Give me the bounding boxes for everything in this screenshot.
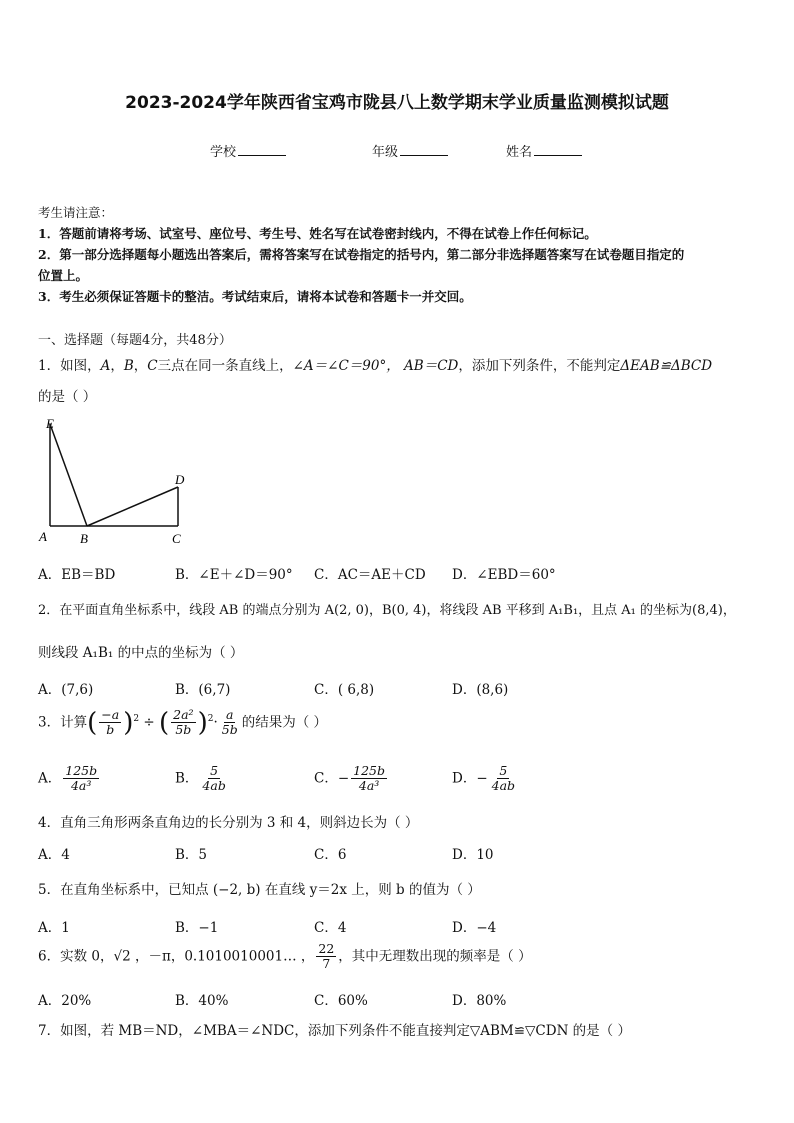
- q6-option-d: D．80%: [452, 993, 507, 1009]
- q3-exponent: 2: [133, 713, 140, 724]
- q2-stem: 2．在平面直角坐标系中，线段 AB 的端点分别为 A(2, 0)，B(0, 4)，将线段 AB 平移到 A₁B₁，且点 A₁ 的坐标为(8,4)，: [38, 603, 736, 618]
- name-label: 姓名: [506, 145, 533, 160]
- notice-item-2: 2．第一部分选择题每小题选出答案后，需将答案写在试卷指定的括号内，第二部分非选择题答案写在试卷题目指定的: [38, 247, 685, 262]
- q1-figure: [36, 412, 196, 547]
- q1-sep: ，: [133, 358, 148, 374]
- school-field: [210, 141, 286, 160]
- q3-option-d: D．− $\frac{5}{4ab}$: [452, 763, 516, 794]
- q1-text: 1．如图，: [38, 358, 101, 374]
- q1-stem-cont: 的是（ ）: [38, 389, 97, 405]
- q3-option-b: B． $\frac{5}{4ab}$: [175, 763, 226, 794]
- q2-option-a: A．(7,6): [38, 682, 94, 698]
- notice-heading: 考生请注意：: [38, 205, 114, 220]
- q1-text: ，添加下列条件，不能判定: [458, 358, 621, 374]
- q1-condition: ∠A＝∠C＝90°， AB＝CD: [292, 358, 459, 374]
- name-field: [506, 141, 582, 160]
- q6-stem: [38, 942, 532, 972]
- q6-option-b: B．40%: [175, 993, 229, 1009]
- q4-option-a: A．4: [38, 847, 70, 863]
- q6-stem-b: ，其中无理数出现的频率是（ ）: [338, 948, 532, 965]
- section-heading: 一、选择题（每题4分，共48分）: [38, 333, 232, 348]
- q6-option-c: C．60%: [314, 993, 368, 1009]
- segment-bd: [87, 487, 178, 526]
- notice-item-2-cont: 位置上。: [38, 268, 89, 283]
- q3-suffix: 的结果为（ ）: [241, 714, 328, 731]
- q2-option-c: C．( 6,8): [314, 682, 375, 698]
- q5-option-a: A．1: [38, 920, 70, 936]
- q2-stem-cont: 则线段 A₁B₁ 的中点的坐标为（ ）: [38, 645, 244, 661]
- q5-option-d: D．−4: [452, 920, 497, 936]
- q5-option-b: B．−1: [175, 920, 219, 936]
- q1-option-c: C．AC＝AE＋CD: [314, 567, 426, 583]
- q1-var-b: B: [123, 358, 134, 374]
- name-blank: [534, 143, 582, 156]
- school-label: 学校: [210, 145, 237, 160]
- q3-prefix: 3．计算: [38, 714, 88, 731]
- q1-text: 三点在同一条直线上，: [157, 358, 293, 374]
- q4-stem: 4．直角三角形两条直角边的长分别为 3 和 4，则斜边长为（ ）: [38, 815, 419, 831]
- q1-congruence: ΔEAB≌ΔBCD: [620, 358, 713, 374]
- label-e: E: [46, 416, 54, 431]
- q1-option-b: B．∠E＋∠D＝90°: [175, 567, 293, 583]
- label-a: A: [39, 529, 47, 544]
- q5-option-c: C．4: [314, 920, 347, 936]
- q3-stem: 3．计算( $\frac{-a}{b}$ )$^2$ ÷ ( $\frac{\text{2a²}}{5b}$ )$^2$· $\frac{a}{5b}$ 的结果为（ ）: [38, 707, 328, 738]
- q3-fraction-3: $\frac{a}{5b}$: [221, 707, 238, 738]
- q3-option-a: A． $\frac{125b}{\text{4a³}}$: [38, 763, 98, 794]
- q5-stem: 5．在直角坐标系中，已知点 (−2, b) 在直线 y＝2x 上，则 b 的值为（ ）: [38, 882, 481, 898]
- q1-stem: [38, 354, 712, 374]
- q3-fraction-2: $\frac{\text{2a²}}{5b}$: [173, 707, 194, 738]
- label-b: B: [80, 531, 88, 546]
- q1-var-c: C: [147, 358, 158, 374]
- notice-item-3: 3．考生必须保证答题卡的整洁。考试结束后，请将本试卷和答题卡一并交回。: [38, 289, 472, 304]
- q3-divide: ÷: [143, 714, 155, 731]
- q3-exponent: 2: [207, 713, 214, 724]
- grade-field: [372, 141, 448, 160]
- q4-option-d: D．10: [452, 847, 494, 863]
- page-title: 2023-2024学年陕西省宝鸡市陇县八上数学期末学业质量监测模拟试题: [125, 93, 669, 113]
- q3-option-c: C．− $\frac{125b}{\text{4a³}}$: [314, 763, 386, 794]
- notice-item-1: 1．答题前请将考场、试室号、座位号、考生号、姓名写在试卷密封线内，不得在试卷上作任何标记。: [38, 226, 597, 241]
- q1-sep: ，: [110, 358, 124, 374]
- q1-option-a: A．EB＝BD: [38, 567, 116, 583]
- grade-label: 年级: [372, 145, 399, 160]
- q1-var-a: A: [100, 358, 111, 374]
- segment-eb: [50, 424, 87, 526]
- q4-option-b: B．5: [175, 847, 208, 863]
- q2-option-b: B．(6,7): [175, 682, 231, 698]
- q7-stem: 7．如图，若 MB＝ND，∠MBA＝∠NDC，添加下列条件不能直接判定▽ABM≌▽CDN 的是（ ）: [38, 1023, 631, 1039]
- label-c: C: [172, 531, 181, 546]
- q6-fraction: $\frac{22}{7}$: [318, 941, 335, 972]
- grade-blank: [400, 143, 448, 156]
- q3-dot: ·: [213, 714, 218, 731]
- q6-option-a: A．20%: [38, 993, 92, 1009]
- q2-option-d: D．(8,6): [452, 682, 509, 698]
- q3-fraction-1: $\frac{-a}{b}$: [101, 707, 120, 738]
- label-d: D: [175, 472, 185, 487]
- q1-option-d: D．∠EBD＝60°: [452, 567, 556, 583]
- q6-stem-a: 6．实数 0，√2 ，－π，0.1010010001… ，: [38, 948, 315, 965]
- q4-option-c: C．6: [314, 847, 347, 863]
- school-blank: [238, 143, 286, 156]
